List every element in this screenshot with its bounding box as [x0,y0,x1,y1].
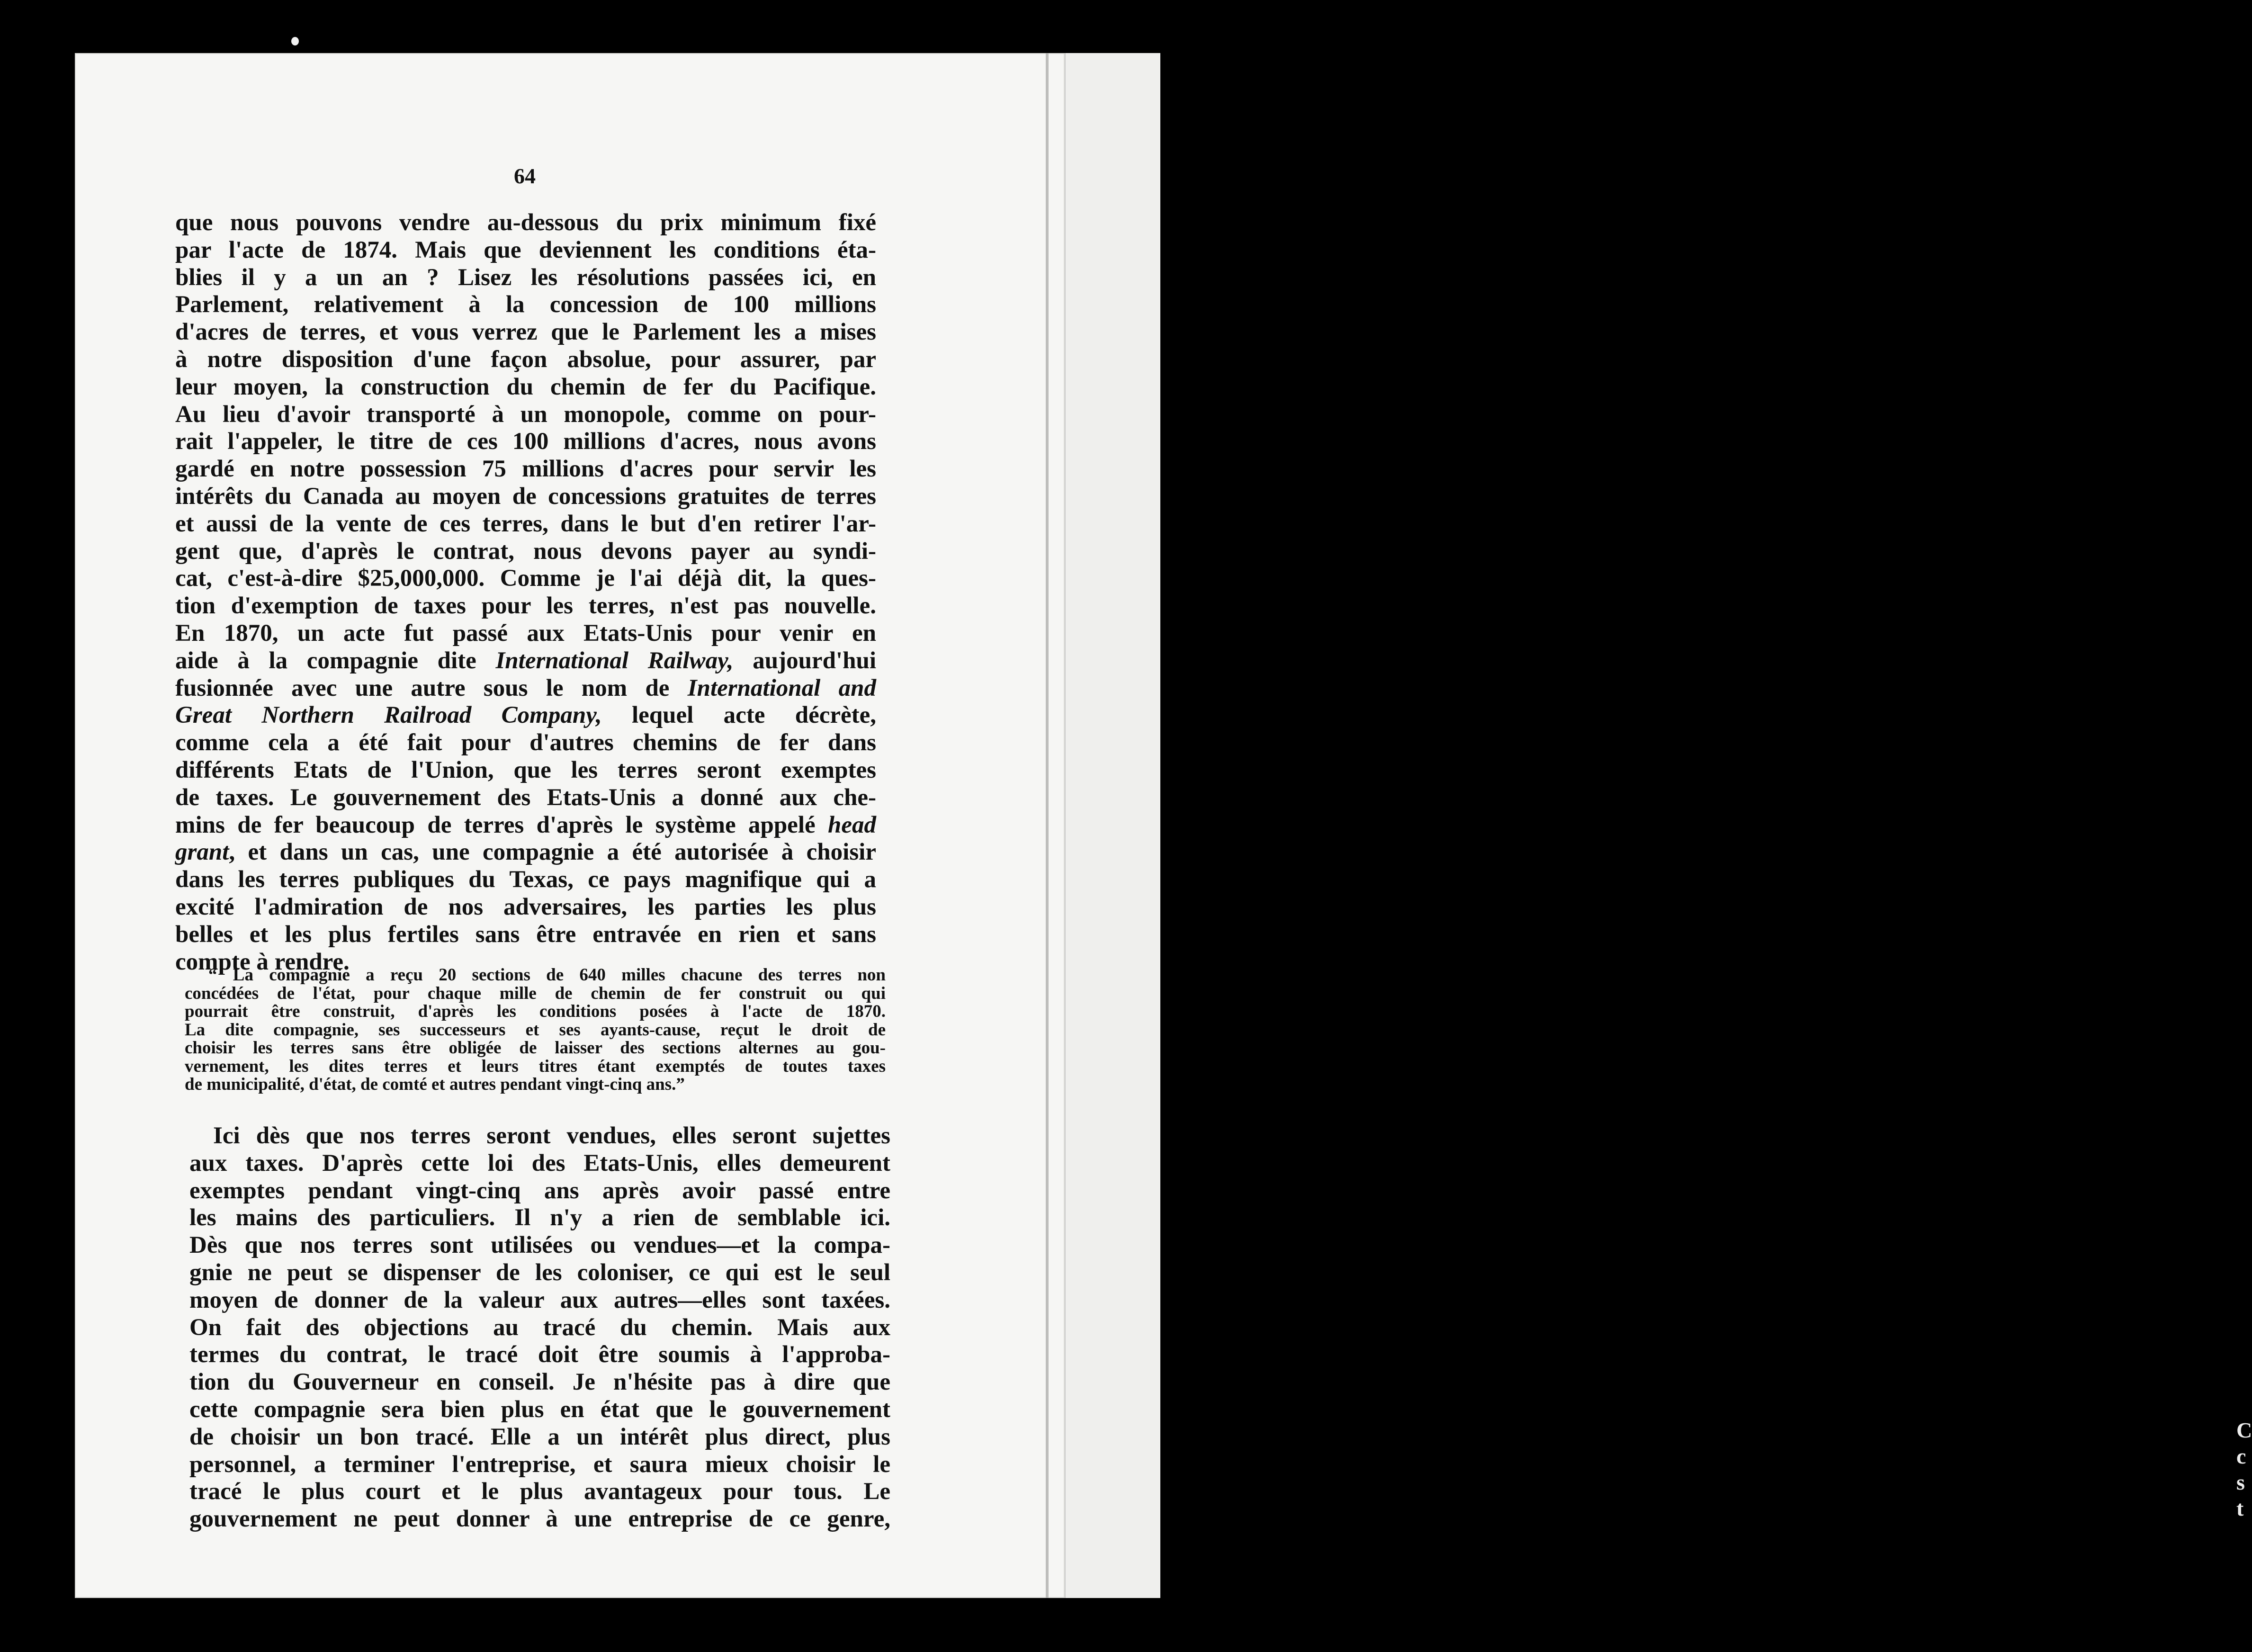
text-line [175,647,876,675]
quote-line: choisir les terres sans être obligée de laisser des sections alternes au gou- [185,1038,886,1058]
text-line: Ici dès que nos terres seront vendues, elles seront sujettes [213,1122,890,1149]
text-line: aux taxes. D'après cette loi des Etats-Unis, elles demeurent [189,1149,890,1176]
edge-letter: c [2236,1444,2246,1468]
scan-speck [291,37,299,45]
text-line: gent que, d'après le contrat, nous devons payer au syndi- [175,538,876,565]
quote-line: de municipalité, d'état, de comté et autres pendant vingt-cinq ans.” [185,1075,685,1094]
paragraph-second [189,1122,890,1533]
text-line: d'acres de terres, et vous verrez que le Parlement les a mises [175,319,876,346]
text-line: leur moyen, la construction du chemin de fer du Pacifique. [175,373,876,400]
text-line [175,839,876,866]
text-span: aide à la compagnie dite [175,647,496,674]
italic-railway-name: International Railway, [495,647,734,674]
text-span: lequel acte décrète, [601,702,876,729]
text-line: intérêts du Canada au moyen de concessions gratuites de terres [175,483,876,510]
text-line: tracé le plus court et le plus avantageux pour tous. Le [189,1478,890,1505]
text-line: gardé en notre possession 75 millions d'acres pour servir les [175,456,876,483]
quote-line: vernement, les dites terres et leurs titres étant exemptés de toutes taxes [185,1056,886,1076]
text-line: dans les terres publiques du Texas, ce pays magnifique qui a [175,866,876,893]
text-line: tion du Gouverneur en conseil. Je n'hésite pas à dire que [189,1369,890,1396]
text-line: En 1870, un acte fut passé aux Etats-Unis pour venir en [175,620,876,646]
text-line: à notre disposition d'une façon absolue, pour assurer, par [175,346,876,373]
edge-letter: t [2236,1496,2244,1520]
edge-letter: C [2236,1418,2252,1442]
edge-letter: s [2236,1470,2245,1494]
text-line: exemptes pendant vingt-cinq ans après avoir passé entre [189,1177,890,1204]
text-line: cat, c'est-à-dire $25,000,000. Comme je l'ai déjà dit, la ques- [175,565,876,592]
quote-line: La dite compagnie, ses successeurs et ses ayants-cause, reçut le droit de [185,1020,886,1040]
text-line: personnel, a terminer l'entreprise, et saura mieux choisir le [189,1451,890,1478]
text-span: mins de fer beaucoup de terres d'après le système appelé [175,811,828,838]
text-line: comme cela a été fait pour d'autres chemins de fer dans [175,729,876,756]
page-fold-line [1046,53,1049,1598]
text-line: compte à rendre. [175,948,350,975]
quote-line: “ La compagnie a reçu 20 sections de 640 milles chacune des terres non [208,965,886,985]
text-line: Au lieu d'avoir transporté à un monopole, comme on pour- [175,401,876,428]
text-line: les mains des particuliers. Il n'y a rien de semblable ici. [189,1204,890,1231]
italic-company-name: Great Northern Railroad Company, [175,702,602,729]
text-line: différents Etats de l'Union, que les terres seront exemptes [175,756,876,783]
text-line: que nous pouvons vendre au-dessous du prix minimum fixé [175,209,876,236]
italic-company-name: International and [687,674,876,701]
text-line [175,812,876,839]
text-line: Parlement, relativement à la concession de 100 millions [175,291,876,318]
text-line: On fait des objections au tracé du chemin. Mais aux [189,1314,890,1341]
text-line: Dès que nos terres sont utilisées ou vendues—et la compa- [189,1232,890,1259]
text-line: par l'acte de 1874. Mais que deviennent les conditions éta- [175,236,876,263]
text-line: gnie ne peut se dispenser de les coloniser, ce qui est le seul [189,1259,890,1286]
text-span: fusionnée avec une autre sous le nom de [175,674,688,701]
paragraph-main [175,209,876,976]
block-quote [185,966,886,1094]
text-line: excité l'admiration de nos adversaires, les parties les plus [175,893,876,920]
text-span: aujourd'hui [733,647,876,674]
text-line: gouvernement ne peut donner à une entreprise de ce genre, [189,1506,890,1533]
text-line: belles et les plus fertiles sans être entravée en rien et sans [175,921,876,948]
italic-term: grant [175,839,229,866]
text-span: , et dans un cas, une compagnie a été autorisée à choisir [229,839,876,866]
text-line [175,675,876,702]
text-line: tion d'exemption de taxes pour les terres, n'est pas nouvelle. [175,593,876,620]
text-line: moyen de donner de la valeur aux autres—elles sont taxées. [189,1286,890,1313]
text-line: de taxes. Le gouvernement des Etats-Unis a donné aux che- [175,784,876,811]
text-line: termes du contrat, le tracé doit être soumis à l'approba- [189,1341,890,1368]
text-line: et aussi de la vente de ces terres, dans le but d'en retirer l'ar- [175,510,876,537]
text-line: de choisir un bon tracé. Elle a un intérêt plus direct, plus [189,1423,890,1450]
quote-line: pourrait être construit, d'après les conditions posées à l'acte de 1870. [185,1002,886,1021]
text-line: rait l'appeler, le titre de ces 100 millions d'acres, nous avons [175,428,876,455]
text-line [175,702,876,729]
adjacent-page-edge [1065,53,2252,1598]
text-line: blies il y a un an ? Lisez les résolutions passées ici, en [175,264,876,291]
adjacent-page-letters [2236,1417,2252,1521]
page-number: 64 [514,164,536,188]
quote-line: concédées de l'état, pour chaque mille de chemin de fer construit ou qui [185,983,886,1003]
text-line: cette compagnie sera bien plus en état que le gouvernement [189,1396,890,1423]
italic-term: head [828,811,876,838]
